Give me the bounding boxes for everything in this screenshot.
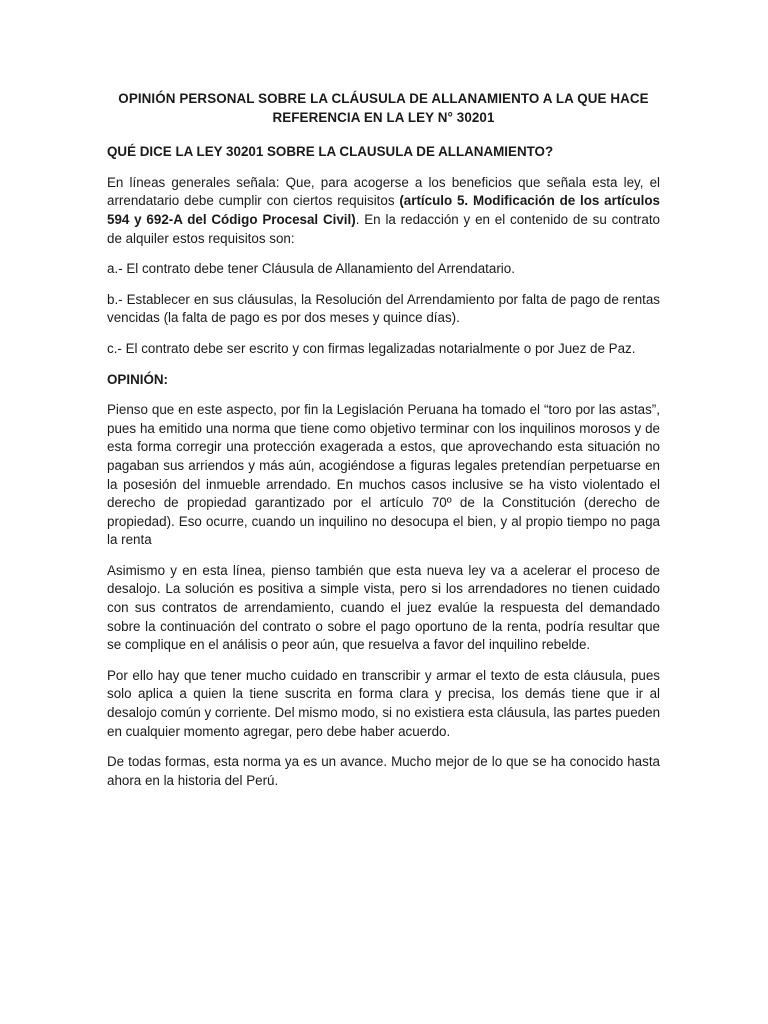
intro-paragraph <box>107 174 660 248</box>
opinion-heading: OPINIÓN: <box>107 371 169 387</box>
requirement-c: c.- El contrato debe ser escrito y con firmas legalizadas notarialmente o por Juez de Paz. <box>107 340 636 356</box>
requirement-a: a.- El contrato debe tener Cláusula de Allanamiento del Arrendatario. <box>107 261 515 277</box>
intro-text-part1: En líneas generales señala: Que, para acogerse a los beneficios que señala esta ley, el arrendatario debe cumplir con ciertos requisitos <box>107 174 660 209</box>
document-title: OPINIÓN PERSONAL SOBRE LA CLÁUSULA DE ALLANAMIENTO A LA QUE HACE REFERENCIA EN LA LEY N° 30201 <box>118 91 649 125</box>
opinion-paragraph-1: Pienso que en este aspecto, por fin la Legislación Peruana ha tomado el “toro por las astas”, pues ha emitido una norma que tiene como objetivo terminar con los inquilinos morosos y de esta forma corregir una protección exagerada a estos, que aprovechando esta situación no pagaban sus arriendos y más aún, acogiéndose a figuras legales pretendían perpetuarse en la posesión del inmueble arrendado. En muchos casos inclusive se ha visto violentado el derecho de propiedad garantizado por el artículo 70º de la Constitución (derecho de propiedad). Eso ocurre, cuando un inquilino no desocupa el bien, y al propio tiempo no paga la renta <box>107 402 660 548</box>
requirement-b: b.- Establecer en sus cláusulas, la Resolución del Arrendamiento por falta de pago de rentas vencidas (la falta de pago es por dos meses y quince días). <box>107 291 660 326</box>
opinion-paragraph-3: Por ello hay que tener mucho cuidado en transcribir y armar el texto de esta cláusula, pues solo aplica a quien la tiene suscrita en forma clara y precisa, los demás tiene que ir al desalojo común y corriente. Del mismo modo, si no existiera esta cláusula, las partes pueden en cualquier momento agregar, pero debe haber acuerdo. <box>107 667 661 739</box>
document-page <box>107 90 660 802</box>
question-heading: QUÉ DICE LA LEY 30201 SOBRE LA CLAUSULA DE ALLANAMIENTO? <box>107 144 554 160</box>
intro-text-part2: . En la redacción y en el contenido de su contrato de alquiler estos requisitos son: <box>107 211 660 246</box>
opinion-paragraph-2: Asimismo y en esta línea, pienso también que esta nueva ley va a acelerar el proceso de desalojo. La solución es positiva a simple vista, pero si los arrendadores no tienen cuidado con sus contratos de arrendamiento, cuando el juez evalúe la respuesta del demandado sobre la continuación del contrato o sobre el pago oportuno de la renta, podría resultar que se complique en el análisis o peor aún, que resuelva a favor del inquilino rebelde. <box>107 562 660 653</box>
opinion-paragraph-4: De todas formas, esta norma ya es un avance. Mucho mejor de lo que se ha conocido hasta ahora en la historia del Perú. <box>107 754 660 788</box>
intro-bold-reference: (artículo 5. Modificación de los artículos 594 y 692-A del Código Procesal Civil) <box>107 193 660 227</box>
